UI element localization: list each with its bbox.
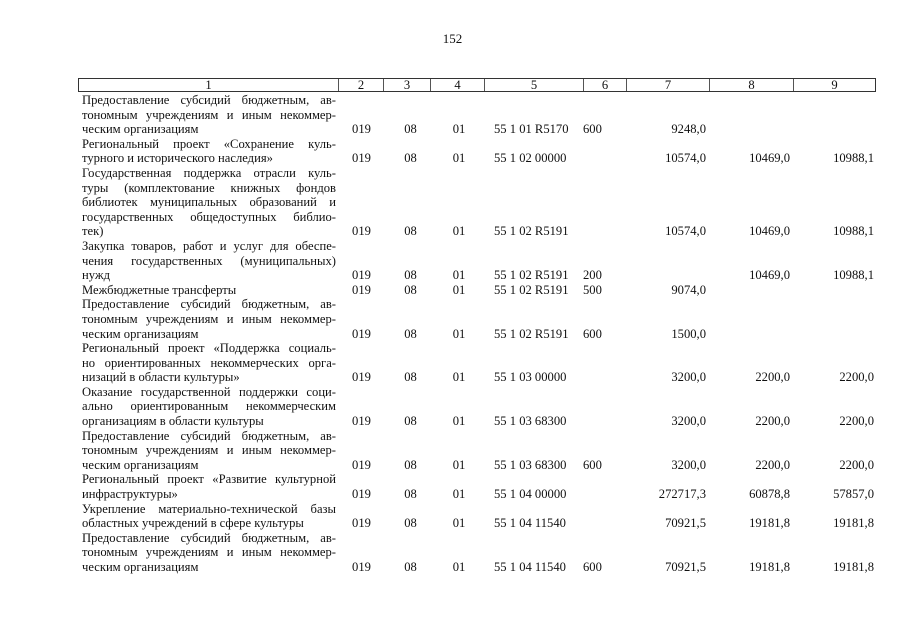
row-description [82,137,336,166]
header-col-9: 9 [793,79,875,91]
cell-c7: 1500,0 [671,326,706,341]
cell-c6: 600 [583,326,602,341]
cell-c5: 55 1 03 68300 [494,457,567,472]
cell-c7: 70921,5 [665,560,706,574]
description-line: ческим организациям [82,560,199,574]
description-line: Межбюджетные трансферты [82,282,237,297]
table-row [82,531,876,575]
description-line: Оказание государственной поддержки соци- [82,384,336,399]
cell-c6: 600 [583,560,602,574]
cell-c2: 019 [352,268,371,283]
cell-c5: 55 1 04 11540 [494,560,566,574]
table-header [78,78,876,92]
description-line: нужд [82,268,110,283]
cell-c7: 9248,0 [671,122,706,137]
cell-c7: 3200,0 [671,457,706,472]
cell-c5: 55 1 01 R5170 [494,122,569,137]
cell-c9: 19181,8 [833,560,874,574]
cell-c2: 019 [352,224,371,239]
description-line: ческим организациям [82,326,199,341]
description-line: Предоставление субсидий бюджетным, ав- [82,297,336,312]
cell-c2: 019 [352,560,371,574]
cell-c7: 10574,0 [665,151,706,166]
cell-c6: 200 [583,268,602,283]
cell-c2: 019 [352,414,371,429]
row-description [82,166,336,239]
description-line: тономным учреждениям и иным некоммер- [82,545,336,560]
cell-c6: 500 [583,282,602,297]
table-row [82,166,876,239]
cell-c3: 08 [404,560,417,574]
cell-c2: 019 [352,516,371,531]
row-description [82,283,336,298]
cell-c4: 01 [452,151,466,166]
cell-c3: 08 [404,414,417,429]
header-col-2: 2 [338,79,383,91]
cell-c8: 2200,0 [755,414,790,429]
cell-c9: 2200,0 [839,457,874,472]
cell-c6: 600 [583,457,602,472]
description-line: Предоставление субсидий бюджетным, ав- [82,530,336,545]
header-col-3: 3 [383,79,430,91]
cell-c8: 10469,0 [749,224,790,239]
description-line: чения государственных (муниципальных) [82,253,336,268]
description-line: тономным учреждениям и иным некоммер- [82,443,336,458]
cell-c4: 01 [452,268,466,283]
cell-c2: 019 [352,370,371,385]
table-body [82,93,876,575]
cell-c4: 01 [452,457,466,472]
row-description [82,385,336,429]
cell-c6: 600 [583,122,602,137]
row-description [82,502,336,531]
cell-c8: 19181,8 [749,560,790,574]
description-line: Предоставление субсидий бюджетным, ав- [82,428,336,443]
description-line: организациям в области культуры [82,414,264,429]
cell-c9: 57857,0 [833,487,874,502]
table-row [82,239,876,283]
header-col-8: 8 [709,79,793,91]
cell-c7: 70921,5 [665,516,706,531]
cell-c3: 08 [404,370,417,385]
row-description [82,531,336,575]
table-row [82,341,876,385]
cell-c3: 08 [404,268,417,283]
table-row [82,385,876,429]
description-line: тономным учреждениям и иным некоммер- [82,311,336,326]
header-col-7: 7 [626,79,709,91]
description-line: турного и исторического наследия» [82,151,273,166]
cell-c7: 3200,0 [671,414,706,429]
description-line: инфраструктуры» [82,487,178,502]
description-line: Региональный проект «Сохранение куль- [82,136,336,151]
header-col-4: 4 [430,79,484,91]
header-col-5: 5 [484,79,583,91]
cell-c3: 08 [404,457,417,472]
description-line: ально ориентированным некоммерческим [82,399,336,414]
row-description [82,239,336,283]
cell-c5: 55 1 03 68300 [494,414,567,429]
description-line: ческим организациям [82,122,199,137]
cell-c3: 08 [404,516,417,531]
description-line: Государственная поддержка отрасли куль- [82,165,336,180]
page-number: 152 [442,31,463,46]
cell-c3: 08 [404,224,417,239]
cell-c9: 19181,8 [833,516,874,531]
description-line: тек) [82,224,104,239]
cell-c9: 10988,1 [833,151,874,166]
cell-c3: 08 [404,122,417,137]
cell-c5: 55 1 04 11540 [494,516,566,531]
row-description [82,93,336,137]
cell-c9: 2200,0 [839,414,874,429]
cell-c2: 019 [352,326,371,341]
cell-c9: 2200,0 [839,370,874,385]
row-description [82,297,336,341]
cell-c8: 60878,8 [749,487,790,502]
cell-c3: 08 [404,151,417,166]
description-line: библиотек муниципальных образований и [82,195,336,210]
row-description [82,472,336,501]
cell-c8: 19181,8 [749,516,790,531]
description-line: но ориентированных некоммерческих орга- [82,355,336,370]
cell-c2: 019 [352,487,371,502]
description-line: Региональный проект «Развитие культурной [82,472,336,487]
description-line: тономным учреждениям и иным некоммер- [82,107,336,122]
description-line: областных учреждений в сфере культуры [82,516,304,531]
cell-c7: 9074,0 [671,282,706,297]
table-row [82,283,876,298]
cell-c4: 01 [452,560,466,574]
cell-c8: 10469,0 [749,151,790,166]
cell-c4: 01 [452,516,466,531]
cell-c4: 01 [452,370,466,385]
cell-c9: 10988,1 [833,224,874,239]
cell-c8: 2200,0 [755,370,790,385]
description-line: Региональный проект «Поддержка социаль- [82,341,336,356]
cell-c7: 10574,0 [665,224,706,239]
cell-c7: 3200,0 [671,370,706,385]
cell-c2: 019 [352,282,371,297]
table-row [82,502,876,531]
description-line: государственных общедоступных библио- [82,209,336,224]
cell-c5: 55 1 02 R5191 [494,282,569,297]
description-line: ческим организациям [82,457,199,472]
cell-c5: 55 1 02 00000 [494,151,567,166]
cell-c4: 01 [452,122,466,137]
row-description [82,341,336,385]
description-line: Предоставление субсидий бюджетным, ав- [82,93,336,107]
description-line: туры (комплектование книжных фондов [82,180,336,195]
table-row [82,297,876,341]
cell-c4: 01 [452,414,466,429]
description-line: Укрепление материально-технической базы [82,501,336,516]
cell-c3: 08 [404,282,417,297]
cell-c5: 55 1 02 R5191 [494,224,569,239]
cell-c2: 019 [352,122,371,137]
cell-c4: 01 [452,224,466,239]
description-line: низаций в области культуры» [82,370,240,385]
cell-c8: 10469,0 [749,268,790,283]
cell-c7: 272717,3 [658,487,706,502]
cell-c8: 2200,0 [755,457,790,472]
header-col-1: 1 [205,78,212,92]
cell-c4: 01 [452,326,466,341]
table-row [82,472,876,501]
table-row [82,429,876,473]
cell-c5: 55 1 04 00000 [494,487,567,502]
row-description [82,429,336,473]
description-line: Закупка товаров, работ и услуг для обеспе- [82,238,336,253]
cell-c2: 019 [352,151,371,166]
cell-c4: 01 [452,487,466,502]
cell-c3: 08 [404,487,417,502]
cell-c2: 019 [352,457,371,472]
cell-c4: 01 [452,282,466,297]
cell-c9: 10988,1 [833,268,874,283]
cell-c3: 08 [404,326,417,341]
table-row [82,93,876,137]
cell-c5: 55 1 02 R5191 [494,326,569,341]
header-col-6: 6 [583,79,626,91]
table-row [82,137,876,166]
cell-c5: 55 1 03 00000 [494,370,567,385]
cell-c5: 55 1 02 R5191 [494,268,569,283]
